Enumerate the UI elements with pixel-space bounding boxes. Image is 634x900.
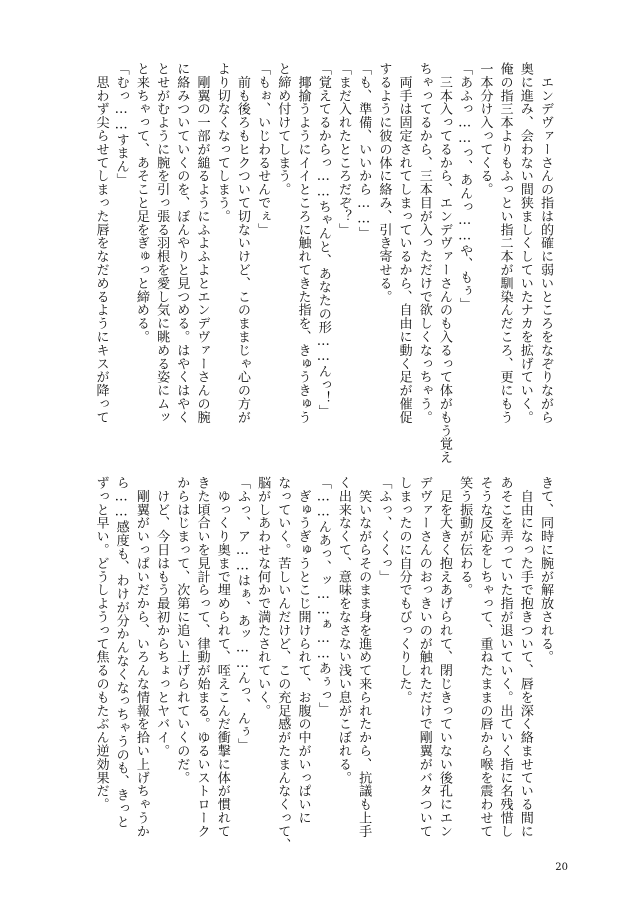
text-line: ら……感度も、わけが分かんなくなっちゃうのも、きっと (113, 476, 129, 829)
text-line: 「まだ入れたところだぞ？」 (335, 62, 351, 237)
text-line: ずっと早い。どうしようって焦るのもたぶん逆効果だ。 (93, 476, 109, 811)
text-line: と来ちゃって、あそこと足をぎゅっと締める。 (133, 62, 149, 344)
text-line: 揶揄うようにイイところに触れてきた指を、きゅうきゅう (295, 62, 311, 424)
text-line: 笑いながらそのまま身を進めて来られたから、抗議も上手 (356, 476, 372, 838)
text-line: ゆっくり奥まで埋められて、咥えこんだ衝撃に体が慣れて (214, 476, 230, 838)
text-line: 「覚えてるからっ……ちゃんと、あなたの形……んっ！」 (315, 62, 331, 418)
text-line: 思わず尖らせてしまった唇をなだめるようにキスが降って (93, 62, 109, 424)
text-line: 「むっ……すまん」 (113, 62, 129, 187)
text-line: 「あふっ……っ、あんっ……や、もぅ」 (457, 62, 473, 311)
text-line: 笑う振動が伝わる。 (457, 476, 473, 597)
text-line: 三本入ってるから、エンデヴァーさんのも入るって体がもう覚え (436, 62, 452, 464)
text-line: 俺の指三本よりもふっとい指二本が馴染んだころ、更にもう (497, 62, 513, 424)
text-line: デヴァーさんのおっきいのが触れただけで剛翼がバタついて (416, 476, 432, 838)
text-line: 脳がしあわせな何かで満たされていく。 (255, 476, 271, 718)
text-line: 自由になった手で抱きついて、唇を深く絡ませている間に (517, 476, 533, 838)
text-line: 前も後ろもヒクついて切ないけど、このままじゃ心の方が (234, 62, 250, 424)
text-line: 足を大きく抱えあげられて、閉じきっていない後孔にエン (436, 476, 452, 838)
upper-text-block (93, 62, 555, 464)
text-line: あそこを弄っていた指が退いていく。出ていく指に名残惜し (497, 476, 513, 838)
text-line: そうな反応をしちゃって、重ねたままの唇から喉を震わせて (477, 476, 493, 838)
text-line: けど、今日はもう最初からちょっとヤバイ。 (154, 476, 170, 758)
text-line: 「ふっ、ア……はぁ、あッ……んっ、んぅ」 (234, 476, 250, 752)
page-number: 20 (555, 862, 568, 873)
text-line: ぎゅうぎゅうとこじ開けられて、お腹の中がいっぱいに (295, 476, 311, 825)
text-line: と締め付けてしまう。 (275, 62, 291, 196)
text-line: するように彼の体に絡み、引き寄せる。 (376, 62, 392, 304)
text-line: 両手は固定されてしまっているから、自由に動く足が催促 (396, 62, 412, 424)
text-line: からはじまって、次第に追い上げられていくのだ。 (174, 476, 190, 785)
text-line: に絡みついていくのを、ぼんやりと見つめる。はやくはやく (174, 62, 190, 424)
text-line: ちゃってるから、三本目が入っただけで欲しくなっちゃう。 (416, 62, 432, 424)
text-line: 「も、準備、いいから……」 (356, 62, 372, 240)
text-line: 一本分け入ってくる。 (477, 62, 493, 196)
text-line: 奥に進み、会わない間狭ましくしていたナカを拡げていく。 (517, 62, 533, 424)
text-line: なっていく。苦しいんだけど、この充足感がたまんなくって、 (275, 476, 291, 852)
text-line: く出来なくて、意味をなさない浅い息がこぼれる。 (335, 476, 351, 785)
text-line: より切なくなってしまう。 (214, 62, 230, 223)
text-line: 「……んあっ、ッ……ぁ……あぅっ」 (315, 476, 331, 716)
lower-text-block (93, 476, 555, 852)
text-line: きた頃合いを見計らって、律動が始まる。ゆるいストローク (194, 476, 210, 838)
text-line: とせがむように腕を引っ張る羽根を愛し気に眺める姿にムッ (154, 62, 170, 424)
text-line: きて、同時に腕が解放される。 (538, 476, 553, 664)
text-line: 剛翼がいっぱいだから、いろんな情報を拾い上げちゃうか (133, 476, 149, 838)
text-line: 「もぉ、いじわるせんでぇ」 (255, 62, 271, 237)
text-line: 「ふっ、くくっ」 (376, 476, 392, 584)
text-line: しまったのに自分でもびっくりした。 (396, 476, 412, 704)
text-line: エンデヴァーさんの指は的確に弱いところをなぞりながら (538, 62, 553, 424)
text-line: 剛翼の一部が縋るようにふよふよとエンデヴァーさんの腕 (194, 62, 210, 424)
